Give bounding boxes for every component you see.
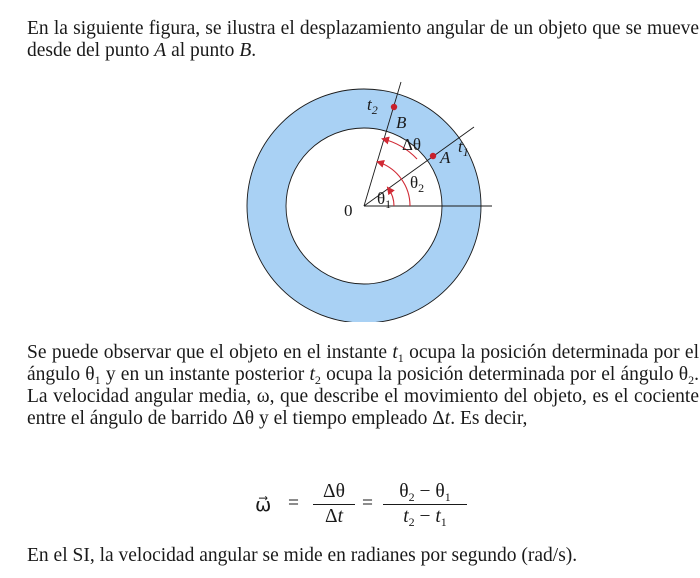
sub-3: 2: [314, 373, 321, 387]
f2-den-minus: −: [414, 506, 436, 527]
fraction-2-denominator: [383, 505, 467, 528]
sub-4: 2: [688, 373, 695, 387]
omega-vector: ω⃗: [255, 495, 272, 516]
sub-1: 1: [397, 351, 404, 365]
intro-text-2: al punto: [166, 40, 240, 61]
fraction-1-denominator: [313, 505, 355, 528]
fraction-1-den-delta: Δ: [325, 506, 338, 527]
angular-displacement-figure: [230, 72, 500, 322]
label-theta1: $\theta_1$: [377, 189, 392, 211]
fraction-1-numerator: Δθ: [323, 481, 345, 502]
units-paragraph: [27, 545, 699, 567]
time-t1: t: [392, 342, 398, 363]
fraction-1-den-t: t: [337, 506, 343, 527]
f2-sub-1: 1: [444, 490, 451, 504]
explanation-text-3: y en un instante posterior: [100, 364, 310, 385]
intro-text-1: En la siguiente figura, se ilustra el desplazamiento angular de un objeto que se mueve desde del punto: [27, 18, 699, 61]
explanation-text-5: . La velocidad angular media, ω, que describe el movimiento del objeto, es el cociente entre el ángulo de barrido Δθ y el tiempo empleado Δ: [27, 364, 700, 429]
fraction-2: [383, 481, 467, 528]
f2-sub-2: 2: [408, 490, 415, 504]
point-a-ref: A: [154, 40, 167, 61]
f2-den-sub-1: 1: [440, 515, 447, 529]
intro-paragraph: [27, 18, 699, 62]
point-a-marker: [430, 153, 436, 159]
f2-den-t2: t: [435, 506, 441, 527]
point-b-ref: B: [239, 40, 252, 61]
equals-sign-2: =: [362, 493, 373, 514]
intro-text-3: .: [251, 40, 257, 61]
explanation-text-6: . Es decir,: [450, 408, 528, 429]
label-delta-theta: Δθ: [402, 135, 422, 154]
f2-theta: θ: [399, 481, 409, 502]
label-theta2: $\theta_2$: [410, 173, 425, 195]
label-t2: $t_2$: [367, 95, 378, 117]
explanation-text-4: ocupa la posición determinada por el ángulo θ: [320, 364, 689, 385]
sub-2: 1: [94, 373, 101, 387]
time-delta-t: t: [444, 408, 451, 429]
label-origin: 0: [344, 201, 353, 220]
label-t1: $t_1$: [458, 137, 469, 159]
angular-velocity-equation: [255, 481, 475, 531]
fraction-1: [313, 481, 355, 528]
equals-sign-1: =: [288, 493, 299, 514]
f2-minus-theta: − θ: [414, 481, 445, 502]
label-a: A: [440, 148, 451, 167]
units-text: En el SI, la velocidad angular se mide en radianes por segundo (rad/s).: [27, 545, 578, 566]
f2-den-sub-2: 2: [408, 515, 415, 529]
explanation-paragraph: [27, 342, 699, 430]
f2-den-t: t: [403, 506, 409, 527]
point-b-marker: [391, 104, 397, 110]
fraction-2-numerator: [383, 481, 467, 504]
label-b: B: [396, 113, 407, 132]
explanation-text-1: Se puede observar que el objeto en el instante: [27, 342, 393, 363]
time-t2: t: [309, 364, 315, 385]
explanation-text-2: ocupa la posición determinada por el ángulo θ: [27, 342, 699, 385]
